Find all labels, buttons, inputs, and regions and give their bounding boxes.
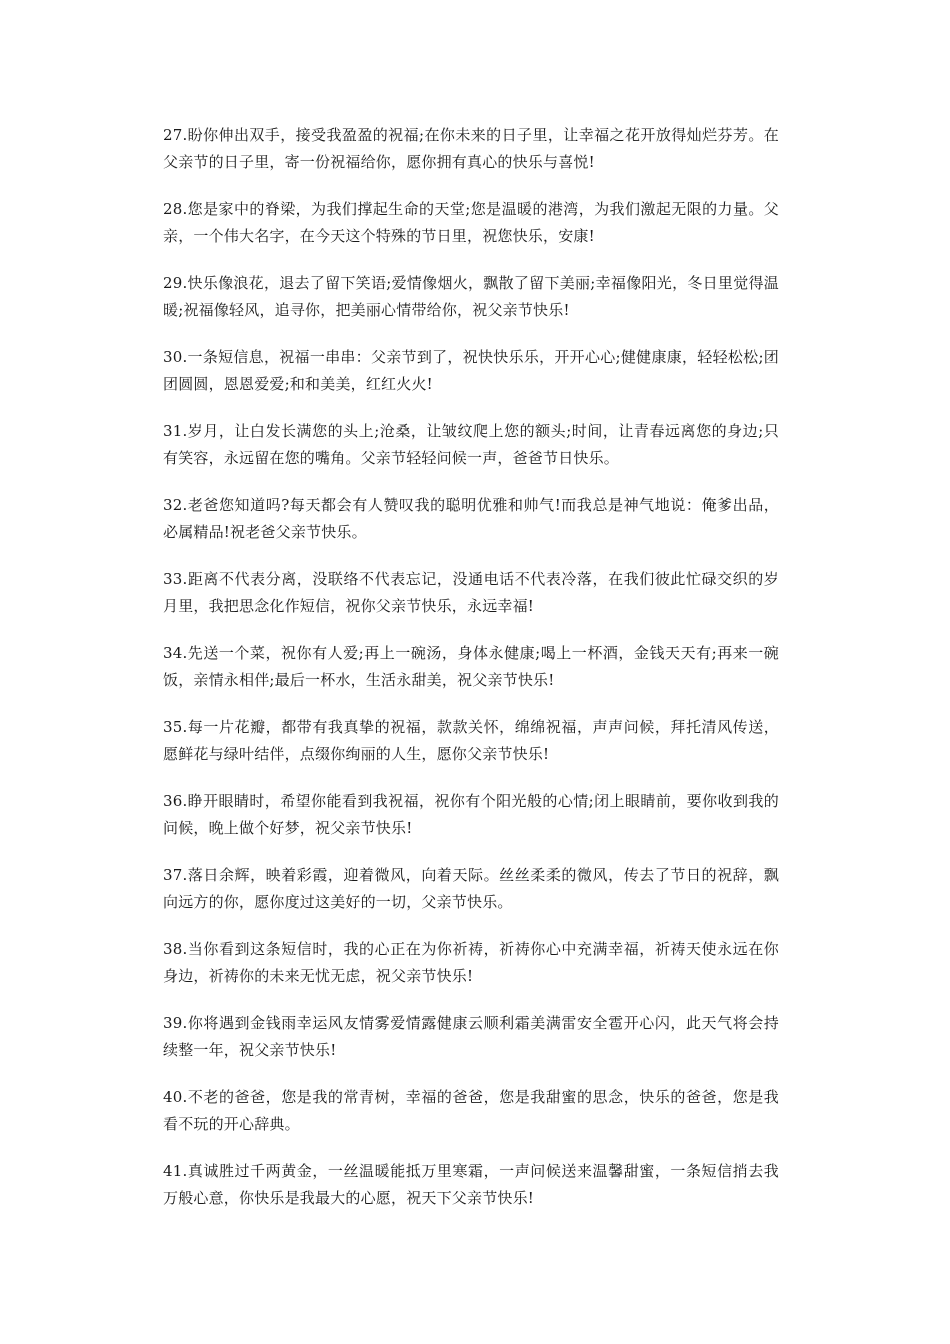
paragraph-28: 28.您是家中的脊梁，为我们撑起生命的天堂;您是温暖的港湾，为我们激起无限的力量。父亲，一个伟大名字，在今天这个特殊的节日里，祝您快乐，安康!: [163, 200, 779, 245]
paragraph-32: 32.老爸您知道吗?每天都会有人赞叹我的聪明优雅和帅气!而我总是神气地说：俺爹出品，必属精品!祝老爸父亲节快乐。: [163, 496, 779, 541]
paragraph-33: 33.距离不代表分离，没联络不代表忘记，没通电话不代表冷落，在我们彼此忙碌交织的岁月里，我把思念化作短信，祝你父亲节快乐，永远幸福!: [163, 570, 779, 615]
paragraph-27: 27.盼你伸出双手，接受我盈盈的祝福;在你未来的日子里，让幸福之花开放得灿烂芬芳。在父亲节的日子里，寄一份祝福给你，愿你拥有真心的快乐与喜悦!: [163, 126, 779, 171]
paragraph-38: 38.当你看到这条短信时，我的心正在为你祈祷，祈祷你心中充满幸福，祈祷天使永远在你身边，祈祷你的未来无忧无虑，祝父亲节快乐!: [163, 940, 779, 985]
paragraph-40: 40.不老的爸爸，您是我的常青树，幸福的爸爸，您是我甜蜜的思念，快乐的爸爸，您是我看不玩的开心辞典。: [163, 1088, 779, 1133]
paragraph-36: 36.睁开眼睛时，希望你能看到我祝福，祝你有个阳光般的心情;闭上眼睛前，要你收到我的问候，晚上做个好梦，祝父亲节快乐!: [163, 792, 779, 837]
paragraph-35: 35.每一片花瓣，都带有我真挚的祝福，款款关怀，绵绵祝福，声声问候，拜托清风传送，愿鲜花与绿叶结伴，点缀你绚丽的人生，愿你父亲节快乐!: [163, 718, 779, 763]
paragraph-39: 39.你将遇到金钱雨幸运风友情雾爱情露健康云顺利霜美满雷安全雹开心闪，此天气将会持续整一年，祝父亲节快乐!: [163, 1014, 779, 1059]
paragraph-37: 37.落日余辉，映着彩霞，迎着微风，向着天际。丝丝柔柔的微风，传去了节日的祝辞，飘向远方的你，愿你度过这美好的一切，父亲节快乐。: [163, 866, 779, 911]
document-body: [163, 122, 779, 1232]
paragraph-41: 41.真诚胜过千两黄金，一丝温暖能抵万里寒霜，一声问候送来温馨甜蜜，一条短信捎去我万般心意，你快乐是我最大的心愿，祝天下父亲节快乐!: [163, 1162, 779, 1207]
paragraph-34: 34.先送一个菜，祝你有人爱;再上一碗汤，身体永健康;喝上一杯酒，金钱天天有;再来一碗饭，亲情永相伴;最后一杯水，生活永甜美，祝父亲节快乐!: [163, 644, 779, 689]
paragraph-29: 29.快乐像浪花，退去了留下笑语;爱情像烟火，飘散了留下美丽;幸福像阳光，冬日里觉得温暖;祝福像轻风，追寻你，把美丽心情带给你，祝父亲节快乐!: [163, 274, 779, 319]
paragraph-31: 31.岁月，让白发长满您的头上;沧桑，让皱纹爬上您的额头;时间，让青春远离您的身边;只有笑容，永远留在您的嘴角。父亲节轻轻问候一声，爸爸节日快乐。: [163, 422, 779, 467]
paragraph-30: 30.一条短信息，祝福一串串：父亲节到了，祝快快乐乐，开开心心;健健康康，轻轻松松;团团圆圆，恩恩爱爱;和和美美，红红火火!: [163, 348, 779, 393]
